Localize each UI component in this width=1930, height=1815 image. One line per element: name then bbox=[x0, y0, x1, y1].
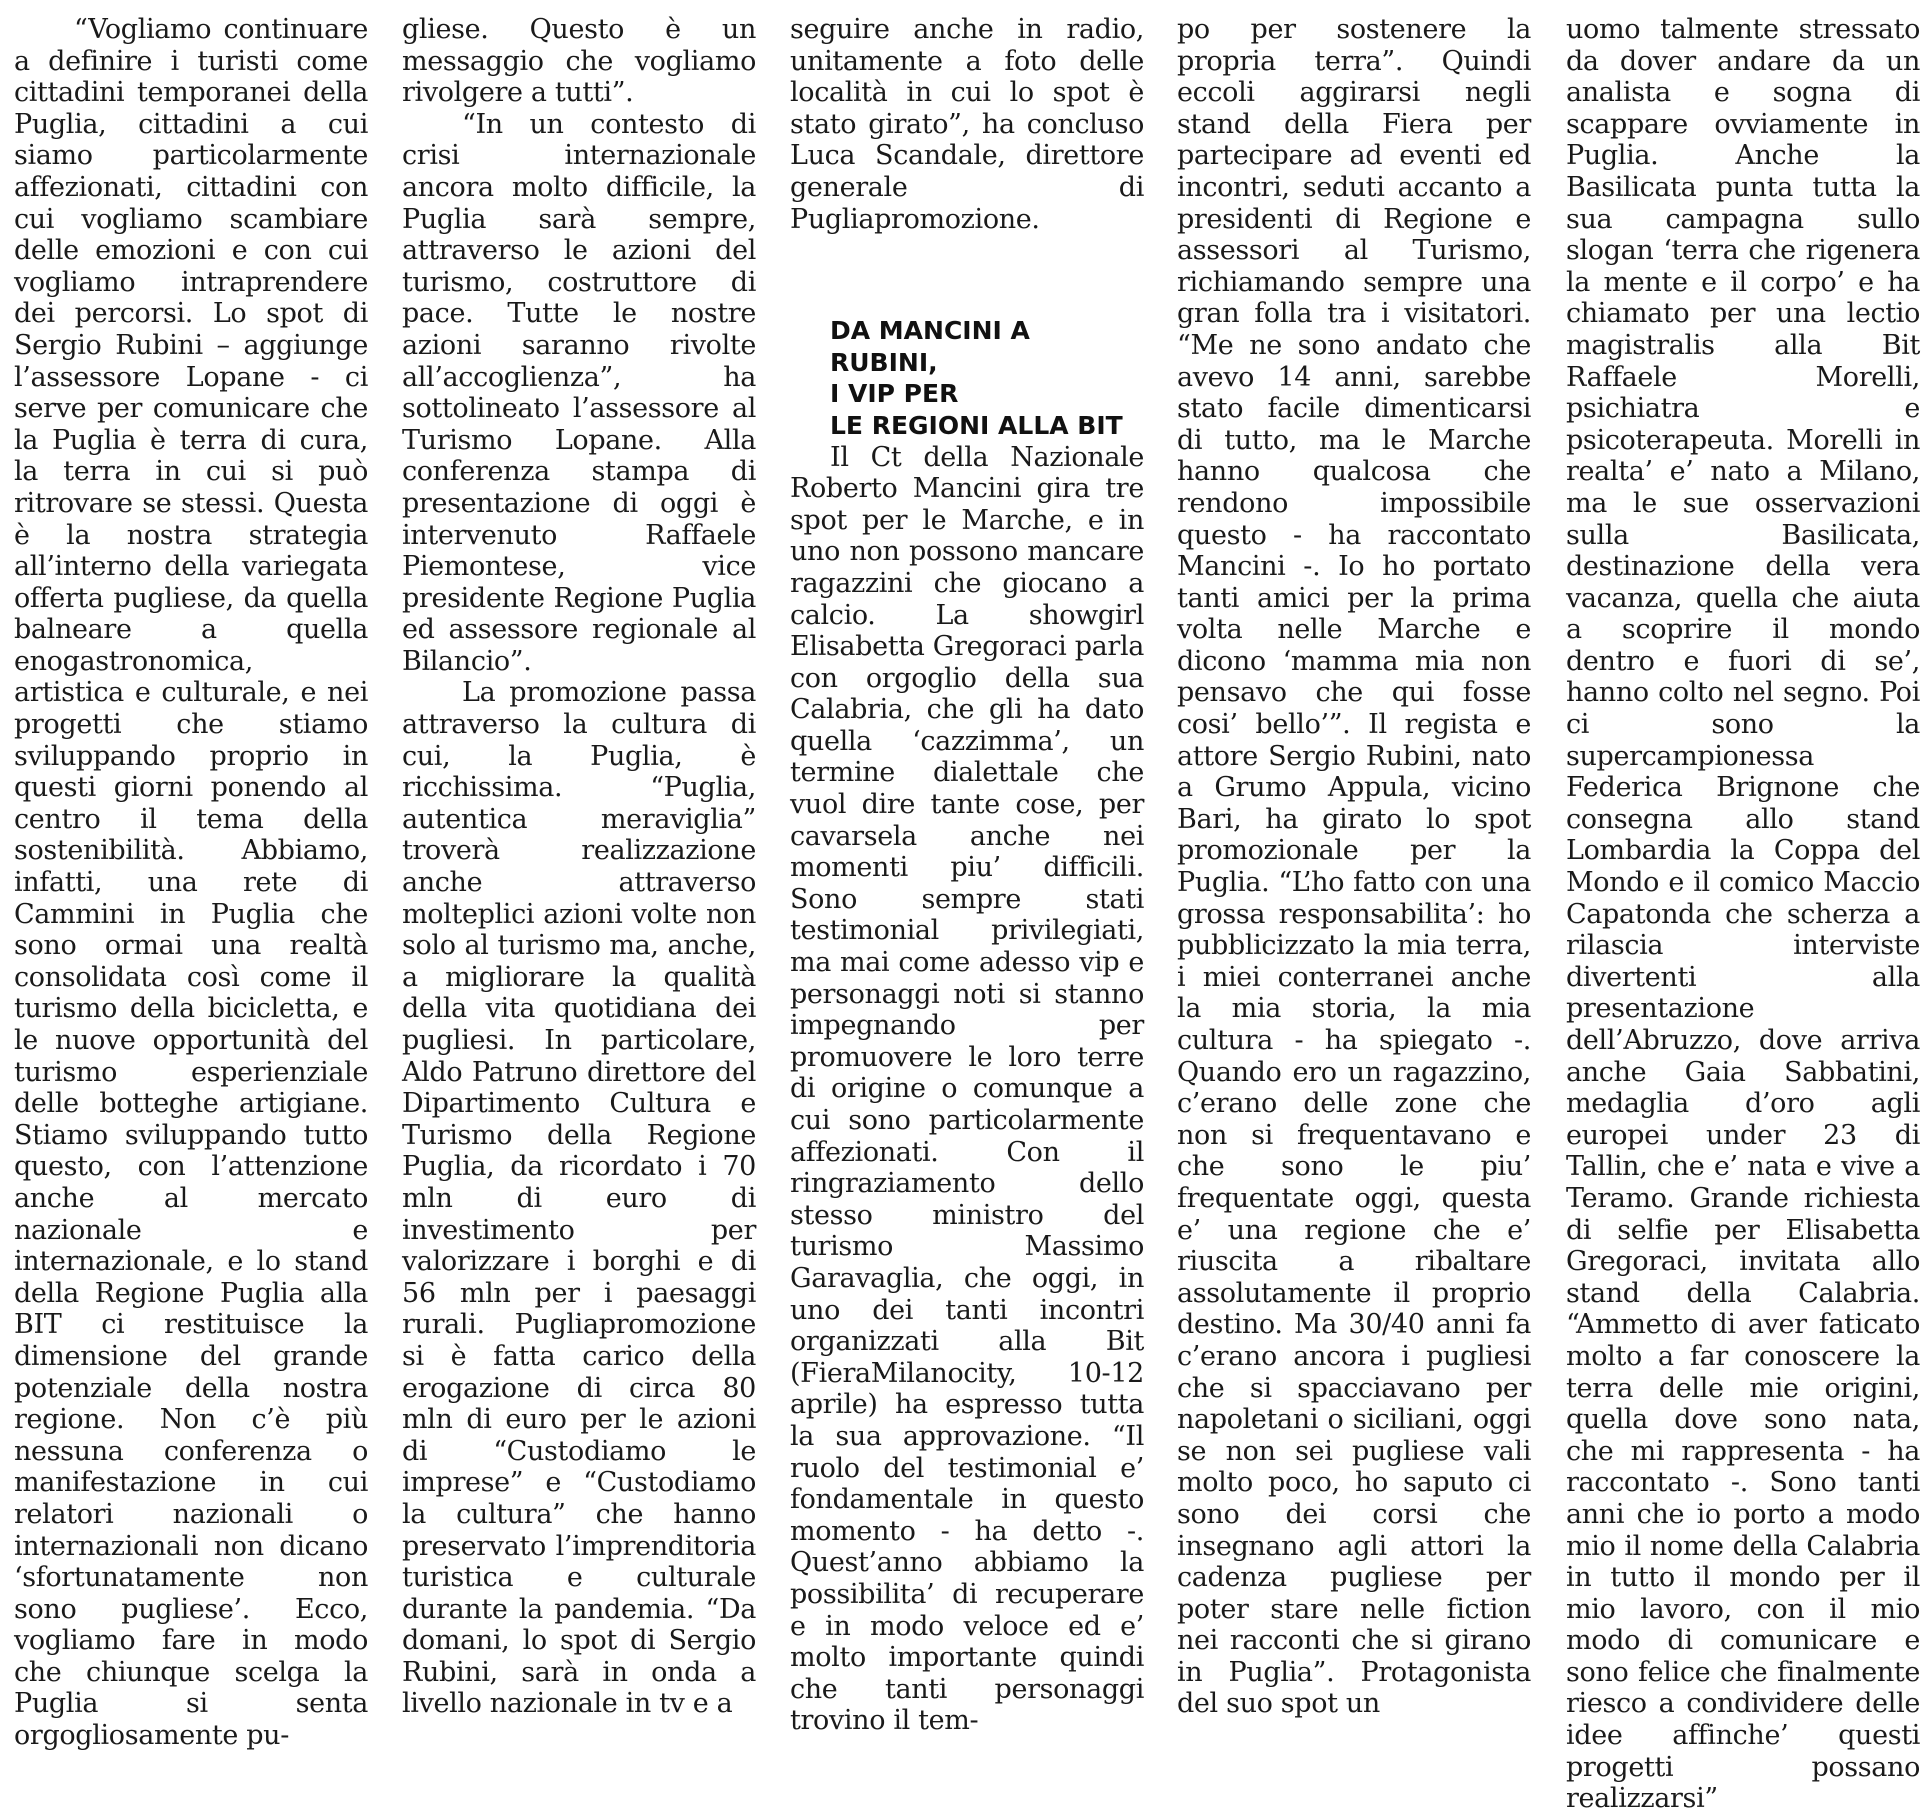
spacer bbox=[790, 235, 1144, 315]
section-headline: DA MANCINI A RUBINI, I VIP PER LE REGIONI ALLA BIT bbox=[830, 316, 1123, 440]
article-column-2 bbox=[402, 14, 756, 1720]
paragraph: “Vogliamo continuare a definire i turisti come cittadini temporanei della Puglia, cittadini a cui siamo particolarmente affezionati, cittadini con cui vogliamo scambiare delle emozioni e con cui vogliamo intraprendere dei percorsi. Lo spot di Sergio Rubini – aggiunge l’assessore Lopane - ci serve per comunicare che la Puglia è terra di cura, la terra in cui si può ritrovare se stessi. Questa è la nostra strategia all’interno della variegata offerta pugliese, da quella balneare a quella enogastronomica, artistica e culturale, e nei progetti che stiamo sviluppando proprio in questi giorni ponendo al centro il tema della sostenibilità. Abbiamo, infatti, una rete di Cammini in Puglia che sono ormai una realtà consolidata così come il turismo della bicicletta, e le nuove opportunità del turismo esperienziale delle botteghe artigiane. Stiamo sviluppando tutto questo, con l’attenzione anche al mercato nazionale e internazionale, e lo stand della Regione Puglia alla BIT ci restituisce la dimensione del grande potenziale della nostra regione. Non c’è più nessuna conferenza o manifestazione in cui relatori nazionali o internazionali non dicano ‘sfortunatamente non sono pugliese’. Ecco, vogliamo fare in modo che chiunque scelga la Puglia si senta orgogliosamente pu- bbox=[14, 14, 368, 1752]
article-column-3 bbox=[790, 14, 1144, 1737]
paragraph: Il Ct della Nazionale Roberto Mancini gira tre spot per le Marche, e in uno non possono mancare ragazzini che giocano a calcio. La showgirl Elisabetta Gregoraci parla con orgoglio della sua Calabria, che gli ha dato quella ‘cazzimma’, un termine dialettale che vuol dire tante cose, per cavarsela anche nei momenti piu’ difficili. Sono sempre stati testimonial privilegiati, ma mai come adesso vip e personaggi noti si stanno impegnando per promuovere le loro terre di origine o comunque a cui sono particolarmente affezionati. Con il ringraziamento dello stesso ministro del turismo Massimo Garavaglia, che oggi, in uno dei tanti incontri organizzati alla Bit (FieraMilanocity, 10-12 aprile) ha espresso tutta la sua approvazione. “Il ruolo del testimonial e’ fondamentale in questo momento - ha detto -. Quest’anno abbiamo la possibilita’ di recuperare e in modo veloce ed e’ molto importante quindi che tanti personaggi trovino il tem- bbox=[790, 441, 1144, 1737]
paragraph: uomo talmente stressato da dover andare da un analista e sogna di scappare ovviamente in Puglia. Anche la Basilicata punta tutta la sua campagna sullo slogan ‘terra che rigenera la mente e il corpo’ e ha chiamato per una lectio magistralis alla Bit Raffaele Morelli, psichiatra e psicoterapeuta. Morelli in realta’ e’ nato a Milano, ma le sue osservazioni sulla Basilicata, destinazione della vera vacanza, quella che aiuta a scoprire il mondo dentro e fuori di se’, hanno colto nel segno. Poi ci sono la supercampionessa Federica Brignone che consegna allo stand Lombardia la Coppa del Mondo e il comico Maccio Capatonda che scherza a rilascia interviste divertenti alla presentazione dell’Abruzzo, dove arriva anche Gaia Sabbatini, medaglia d’oro agli europei under 23 di Tallin, che e’ nata e vive a Teramo. Grande richiesta di selfie per Elisabetta Gregoraci, invitata allo stand della Calabria. “Ammetto di aver faticato molto a far conoscere la terra delle mie origini, quella dove sono nata, che mi rappresenta - ha raccontato -. Sono tanti anni che io porto a modo mio il nome della Calabria in tutto il mondo per il mio lavoro, con il mio modo di comunicare e sono felice che finalmente riesco a condividere delle idee affinche’ questi progetti possano realizzarsi” bbox=[1566, 14, 1920, 1815]
paragraph: La promozione passa attraverso la cultura di cui, la Puglia, è ricchissima. “Puglia, autentica meraviglia” troverà realizzazione anche attraverso molteplici azioni volte non solo al turismo ma, anche, a migliorare la qualità della vita quotidiana dei pugliesi. In particolare, Aldo Patruno direttore del Dipartimento Cultura e Turismo della Regione Puglia, da ricordato i 70 mln di euro di investimento per valorizzare i borghi e di 56 mln per i paesaggi rurali. Pugliapromozione si è fatta carico della erogazione di circa 80 mln di euro per le azioni di “Custodiamo le imprese” e “Custodiamo la cultura” che hanno preservato l’imprenditoria turistica e culturale durante la pandemia. “Da domani, lo spot di Sergio Rubini, sarà in onda a livello nazionale in tv e a bbox=[402, 677, 756, 1720]
paragraph: “In un contesto di crisi internazionale ancora molto difficile, la Puglia sarà sempre, attraverso le azioni del turismo, costruttore di pace. Tutte le nostre azioni saranno rivolte all’accoglienza”, ha sottolineato l’assessore al Turismo Lopane. Alla conferenza stampa di presentazione di oggi è intervenuto Raffaele Piemontese, vice presidente Regione Puglia ed assessore regionale al Bilancio”. bbox=[402, 108, 756, 677]
paragraph: po per sostenere la propria terra”. Quindi eccoli aggirarsi negli stand della Fiera per partecipare ad eventi ed incontri, seduti accanto a presidenti di Regione e assessori al Turismo, richiamando sempre una gran folla tra i visitatori. “Me ne sono andato che avevo 14 anni, sarebbe stato facile dimenticarsi di tutto, ma le Marche hanno qualcosa che rendono impossibile questo - ha raccontato Mancini -. Io ho portato tanti amici per la prima volta nelle Marche e dicono ‘mamma mia non pensavo che qui fosse cosi’ bello’”. Il regista e attore Sergio Rubini, nato a Grumo Appula, vicino Bari, ha girato lo spot promozionale per la Puglia. “L’ho fatto con una grossa responsabilita’: ho pubblicizzato la mia terra, i miei conterranei anche la mia storia, la mia cultura - ha spiegato -. Quando ero un ragazzino, c’erano delle zone che non si frequentavano e che sono le piu’ frequentate oggi, questa e’ una regione che e’ riuscita a ribaltare assolutamente il proprio destino. Ma 30/40 anni fa c’erano ancora i pugliesi che si spacciavano per napoletani o siciliani, oggi se non sei pugliese vali molto poco, ho saputo ci sono dei corsi che insegnano agli attori la cadenza pugliese per poter stare nelle fiction nei racconti che si girano in Puglia”. Protagonista del suo spot un bbox=[1177, 14, 1531, 1720]
article-column-1 bbox=[14, 14, 368, 1752]
article-column-4 bbox=[1177, 14, 1531, 1720]
paragraph: gliese. Questo è un messaggio che vogliamo rivolgere a tutti”. bbox=[402, 14, 756, 109]
article-column-5 bbox=[1566, 14, 1920, 1815]
paragraph: seguire anche in radio, unitamente a foto delle località in cui lo spot è stato girato”, ha concluso Luca Scandale, direttore generale di Pugliapromozione. bbox=[790, 14, 1144, 235]
